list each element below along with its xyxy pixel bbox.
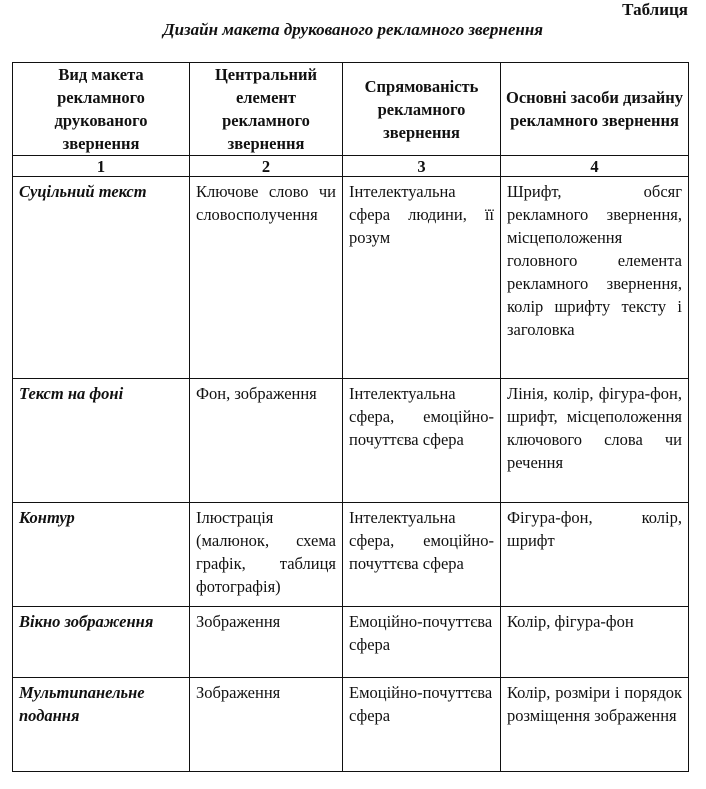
table-row bbox=[13, 607, 689, 678]
table-row bbox=[13, 177, 689, 379]
direction-cell: Інтелектуальна сфера, емоційно-почуттєва сфера bbox=[343, 379, 501, 503]
design-means-cell: Колір, розміри і порядок розміщення зображення bbox=[501, 678, 689, 772]
table-caption: Дизайн макета друкованого рекламного звернення bbox=[162, 20, 544, 39]
header-central-element: Центральний елемент рекламного звернення bbox=[190, 63, 343, 156]
header-direction: Спрямованість рекламного звернення bbox=[343, 63, 501, 156]
layout-type-cell: Суцільний текст bbox=[13, 177, 190, 379]
column-number: 3 bbox=[343, 156, 501, 177]
design-means-cell: Шрифт, обсяг рекламного звернення, місцеположення головного елемента рекламного звернення, колір шрифту тексту і заголовка bbox=[501, 177, 689, 379]
direction-cell: Інтелектуальна сфера, емоційно-почуттєва сфера bbox=[343, 503, 501, 607]
table-row bbox=[13, 678, 689, 772]
central-element-cell: Зображення bbox=[190, 678, 343, 772]
header-design-means: Основні засоби дизайну рекламного звернення bbox=[501, 63, 689, 156]
design-means-cell: Колір, фігура-фон bbox=[501, 607, 689, 678]
design-means-cell: Фігура-фон, колір, шрифт bbox=[501, 503, 689, 607]
central-element-cell: Фон, зображення bbox=[190, 379, 343, 503]
direction-cell: Емоційно-почуттєва сфера bbox=[343, 607, 501, 678]
layout-type-cell: Мультипанельне подання bbox=[13, 678, 190, 772]
layout-type-cell: Текст на фоні bbox=[13, 379, 190, 503]
ad-layout-table bbox=[12, 62, 689, 772]
central-element-cell: Ілюстрація (малюнок, схема графік, таблиця фотографія) bbox=[190, 503, 343, 607]
central-element-cell: Ключове слово чи словосполучення bbox=[190, 177, 343, 379]
direction-cell: Емоційно-почуттєва сфера bbox=[343, 678, 501, 772]
design-means-cell: Лінія, колір, фігура-фон, шрифт, місцеположення ключового слова чи речення bbox=[501, 379, 689, 503]
table-label: Таблиця bbox=[622, 0, 688, 19]
central-element-cell: Зображення bbox=[190, 607, 343, 678]
table-row bbox=[13, 379, 689, 503]
layout-type-cell: Вікно зображення bbox=[13, 607, 190, 678]
column-number: 2 bbox=[190, 156, 343, 177]
layout-type-cell: Контур bbox=[13, 503, 190, 607]
column-number-row bbox=[13, 156, 689, 177]
column-number: 1 bbox=[13, 156, 190, 177]
header-row bbox=[13, 63, 689, 156]
column-number: 4 bbox=[501, 156, 689, 177]
table-row bbox=[13, 503, 689, 607]
direction-cell: Інтелектуальна сфера людини, її розум bbox=[343, 177, 501, 379]
header-layout-type: Вид макета рекламного друкованого звернення bbox=[13, 63, 190, 156]
